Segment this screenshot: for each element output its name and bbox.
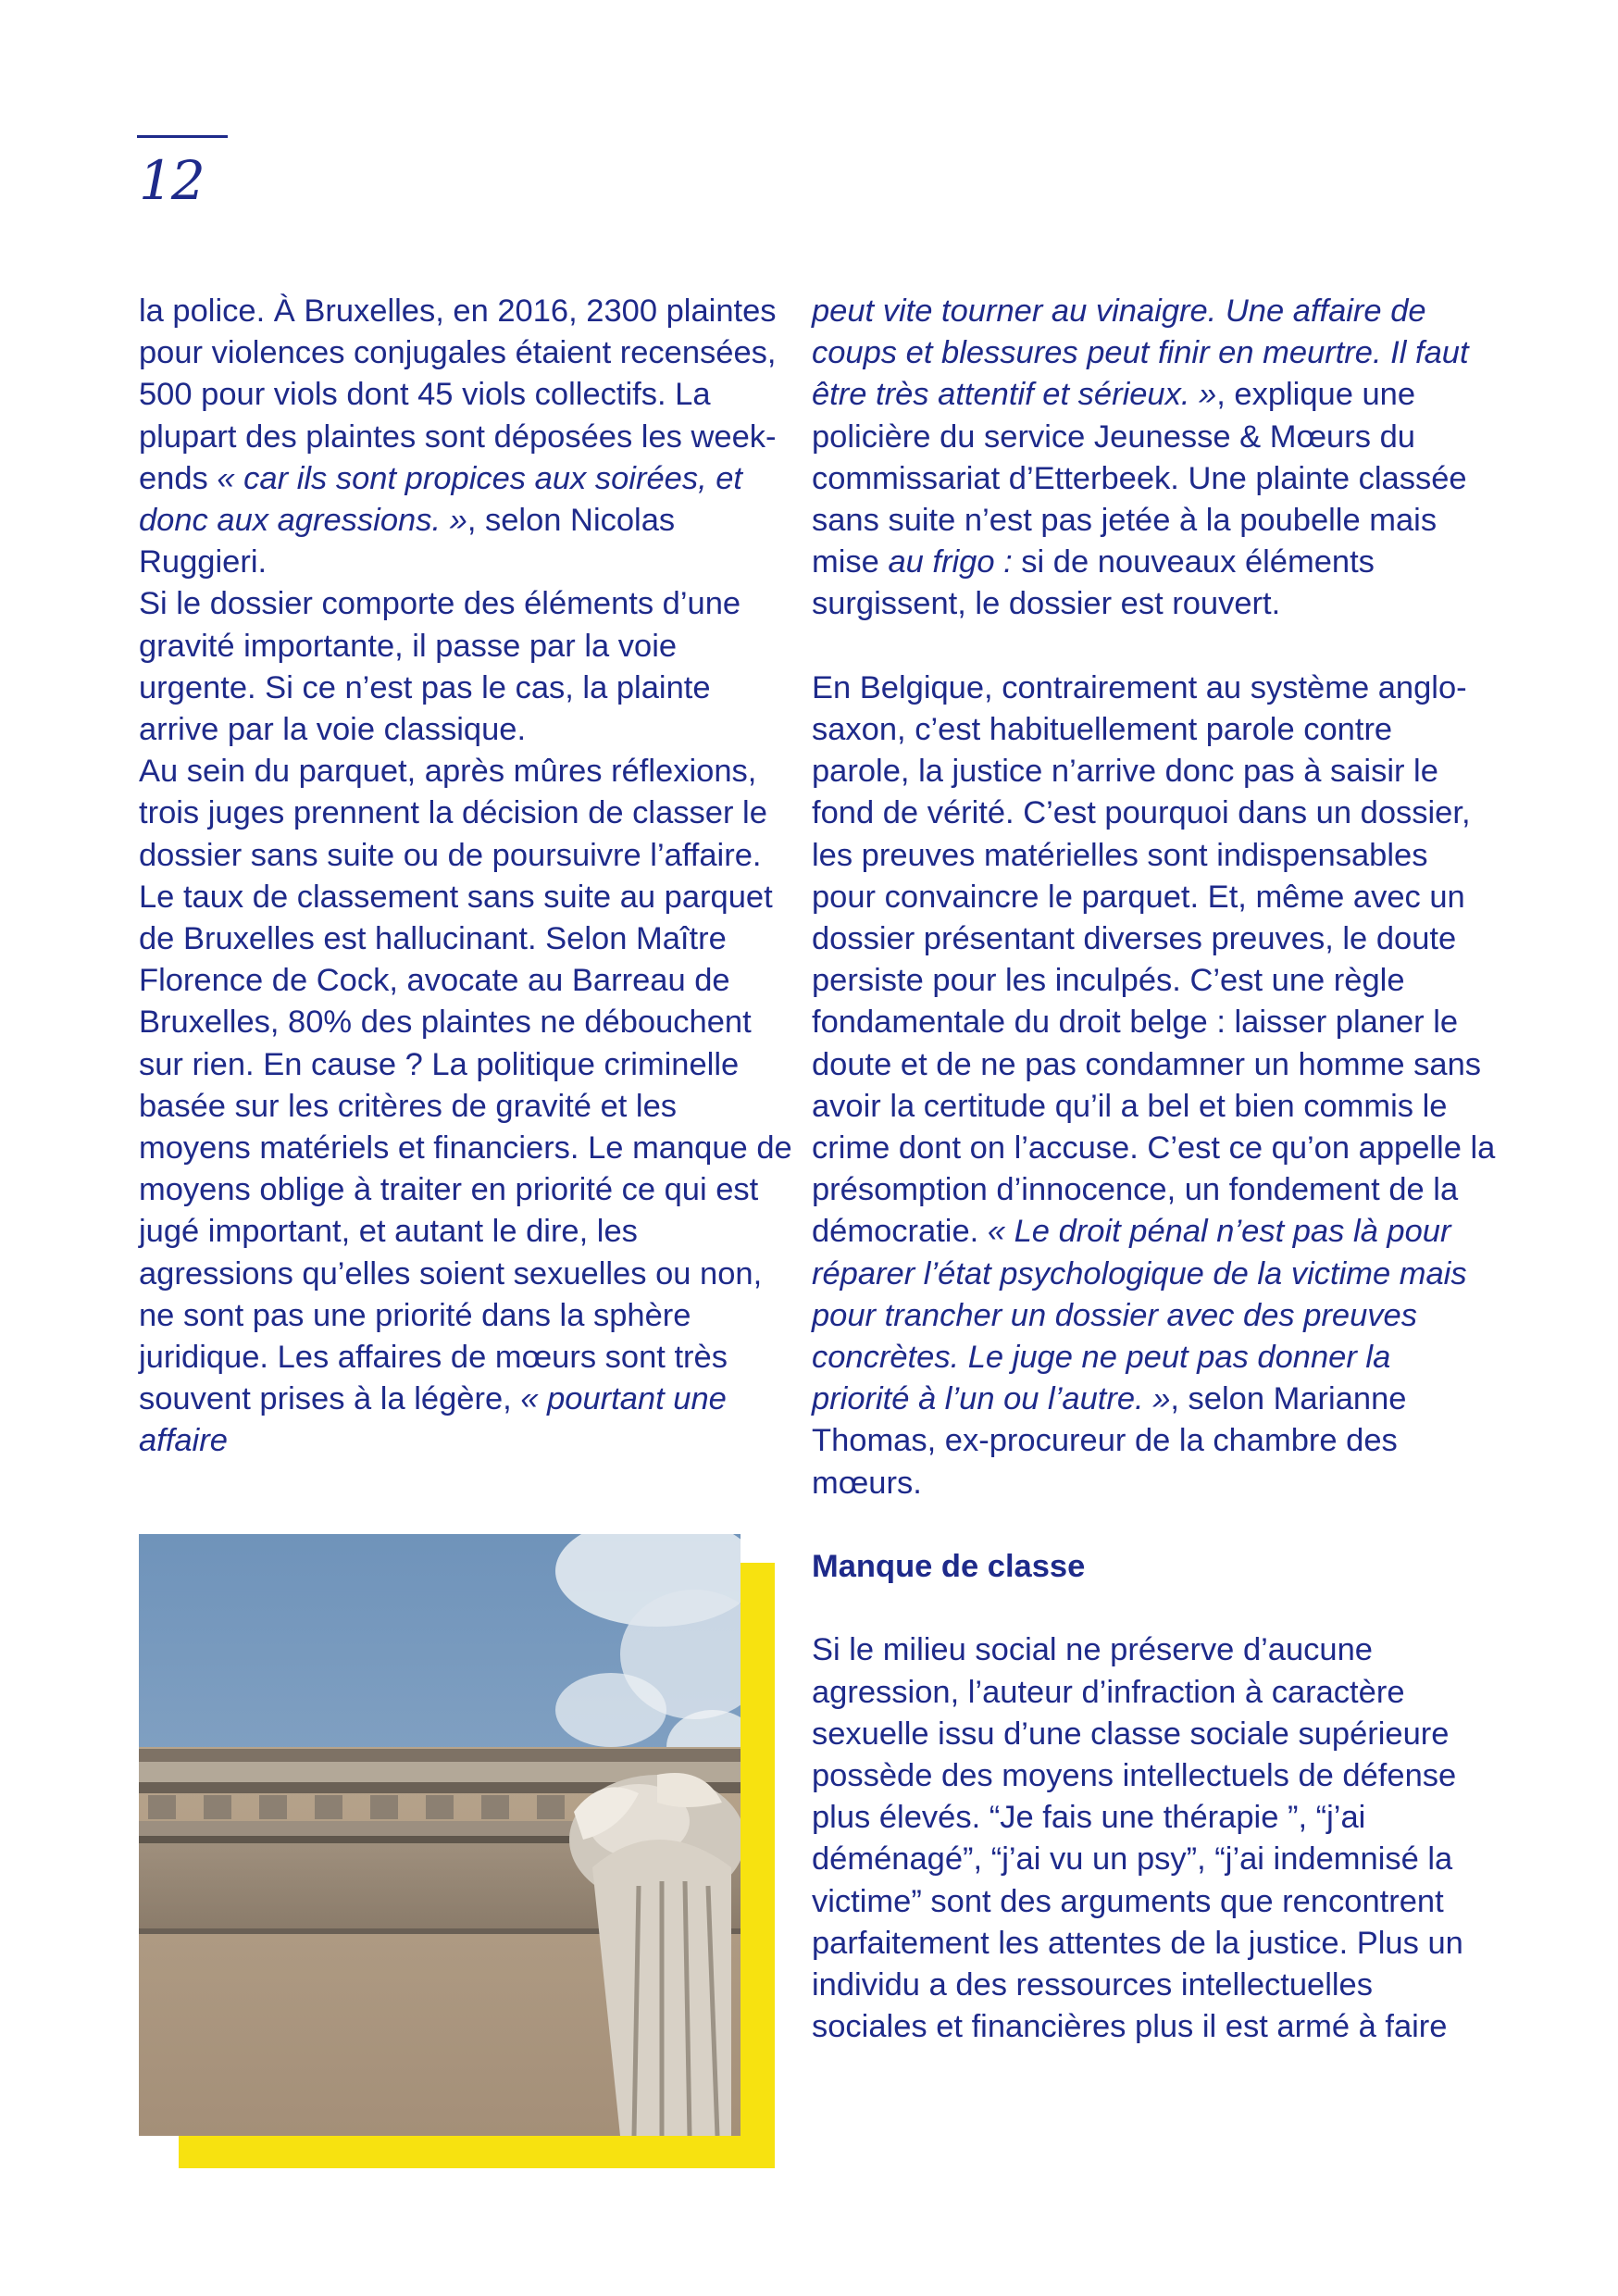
body-text: Si le milieu social ne préserve d’aucune agression, l’auteur d’infraction à caractère sexuelle issu d’une classe sociale supérieure possède des moyens intellectuels de défense plus élevés. “Je fais une thérapie ”, “j’ai déménagé”, “j’ai vu un psy”, “j’ai indemnisé la victime” sont des arguments que rencontrent parfaitement les attentes de la justice. Plus un individu a des ressources intellectuelles sociales et financières plus il est armé à faire	[812, 1632, 1463, 2045]
left-paragraph	[139, 583, 796, 751]
body-text: Si le dossier comporte des éléments d’une gravité importante, il passe par la voie urgente. Si ce n’est pas le cas, la plainte arrive par la voie classique.	[139, 586, 741, 748]
architectural-column-photo	[139, 1534, 741, 2136]
body-text: En Belgique, contrairement au système anglo-saxon, c’est habituellement parole contre parole, la justice n’arrive donc pas à saisir le fond de vérité. C’est pourquoi dans un dossier, les preuves matérielles sont indispensables pour convaincre le parquet. Et, même avec un dossier présentant diverses preuves, le doute persiste pour les inculpés. C’est une règle fondamentale du droit belge : laisser planer le doute et de ne pas condamner un homme sans avoir la certitude qu’il a bel et bien commis le crime dont on l’accuse. C’est ce qu’on appelle la présomption d’innocence, un fondement de la démocratie.	[812, 669, 1496, 1250]
paragraph-spacer	[812, 1504, 1497, 1546]
left-column	[139, 291, 796, 1463]
body-text: Manque de classe	[812, 1549, 1086, 1585]
paragraph-spacer	[812, 626, 1497, 668]
paragraph-spacer	[812, 1588, 1497, 1629]
italic-quote-text: « pourtant une affaire	[139, 1381, 727, 1459]
section-heading	[812, 1546, 1497, 1588]
body-text: Au sein du parquet, après mûres réflexions, trois juges prennent la décision de classer le dossier sans suite ou de poursuivre l’affaire. Le taux de classement sans suite au parquet de Bruxelles est hallucinant. Selon Maître Florence de Cock, avocate au Barreau de Bruxelles, 80% des plaintes ne débouchent sur rien. En cause ? La politique criminelle basée sur les critères de gravité et les moyens matériels et financiers. Le manque de moyens oblige à traiter en priorité ce qui est jugé important, et autant le dire, les agressions qu’elles soient sexuelles ou non, ne sont pas une priorité dans la sphère juridique. Les affaires de mœurs sont très souvent prises à la légère,	[139, 754, 792, 1417]
italic-quote-text: « car ils sont propices aux soirées, et donc aux agressions. »	[139, 460, 743, 539]
italic-quote-text: peut vite tourner au vinaigre. Une affaire de coups et blessures peut finir en meurtre. Il faut être très attentif et sérieux. »	[812, 293, 1469, 413]
page-number-rule	[137, 135, 228, 138]
body-text: , selon Nicolas Ruggieri.	[139, 503, 676, 580]
body-text: , explique une policière du service Jeunesse & Mœurs du commissariat d’Etterbeek. Une plainte classée sans suite n’est pas jetée à la poubelle mais mise	[812, 377, 1467, 580]
body-text: si de nouveaux éléments surgissent, le dossier est rouvert.	[812, 544, 1375, 622]
right-paragraph	[812, 1629, 1497, 2048]
italic-quote-text: « Le droit pénal n’est pas là pour réparer l’état psychologique de la victime mais pour trancher un dossier avec des preuves concrètes. Le juge ne peut pas donner la priorité à l’un ou l’autre. »	[812, 1214, 1467, 1417]
page-number: 12	[139, 149, 204, 212]
right-paragraph	[812, 668, 1497, 1504]
left-paragraph	[139, 291, 796, 583]
right-column	[812, 291, 1497, 2048]
body-text: , selon Marianne Thomas, ex-procureur de la chambre des mœurs.	[812, 1381, 1407, 1501]
italic-quote-text: au frigo :	[888, 544, 1013, 580]
column-capital-image	[139, 1534, 741, 2136]
body-text: la police. À Bruxelles, en 2016, 2300 plaintes pour violences conjugales étaient recensées, 500 pour viols dont 45 viols collectifs. La plupart des plaintes sont déposées les week-ends	[139, 293, 777, 496]
left-paragraph	[139, 751, 796, 1462]
right-paragraph	[812, 291, 1497, 626]
